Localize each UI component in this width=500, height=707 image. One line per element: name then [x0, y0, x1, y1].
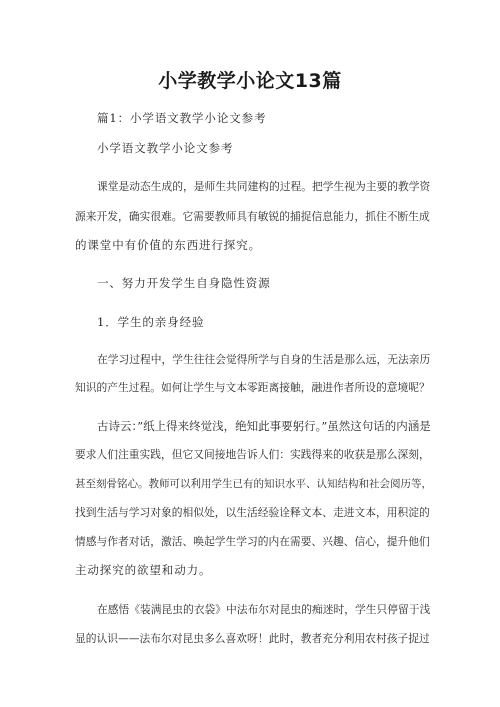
- paragraph-line: 在感悟《装满昆虫的衣袋》中法布尔对昆虫的痴迷时，学生只停留于浅: [97, 603, 431, 616]
- paragraph-line: 知识的产生过程。如何让学生与文本零距离接触，融进作者所设的意境呢？: [75, 381, 430, 394]
- paragraph-line: 课堂是动态生成的，是师生共同建构的过程。把学生视为主要的教学资: [97, 180, 431, 193]
- paragraph-line: 源来开发，确实很难。它需要教师具有敏锐的捕捉信息能力，抓住不断生成: [75, 210, 430, 223]
- paragraph-line: 找到生活与学习对象的相似处，以生活经验诠释文本、走进文本，用积淀的: [75, 506, 430, 519]
- paragraph-line: 要求人们注重实践，但它又间接地告诉人们：实践得来的收获是那么深刻，: [75, 448, 430, 461]
- section-heading: 篇1：小学语文教学小论文参考: [97, 111, 267, 125]
- paragraph-line: 在学习过程中，学生往往会觉得所学与自身的生活是那么远，无法亲历: [97, 353, 431, 366]
- paragraph-line: 情感与作者对话，激活、唤起学生学习的内在需要、兴趣、信心，提升他们: [75, 535, 430, 548]
- paragraph-line: 古诗云：”纸上得来终觉浅，绝知此事要躬行。”虽然这句话的内涵是: [97, 419, 431, 433]
- paragraph-line: 甚至刻骨铭心。教师可以利用学生已有的知识水平、认知结构和社会阅历等，: [75, 478, 432, 490]
- paragraph-line: 的课堂中有价值的东西进行探究。: [75, 238, 261, 252]
- subsection-heading: 1．学生的亲身经验: [97, 315, 205, 329]
- paragraph-line: 主动探究的欲望和动力。: [75, 563, 212, 577]
- section-heading-1: 一、努力开发学生自身隐性资源: [97, 276, 271, 290]
- article-subtitle: 小学语文教学小论文参考: [97, 141, 234, 155]
- document-title: 小学教学小论文13篇: [158, 70, 342, 92]
- paragraph-line: 显的认识——法布尔对昆虫多么喜欢呀！此时，教者充分利用农村孩子捉过: [75, 632, 430, 645]
